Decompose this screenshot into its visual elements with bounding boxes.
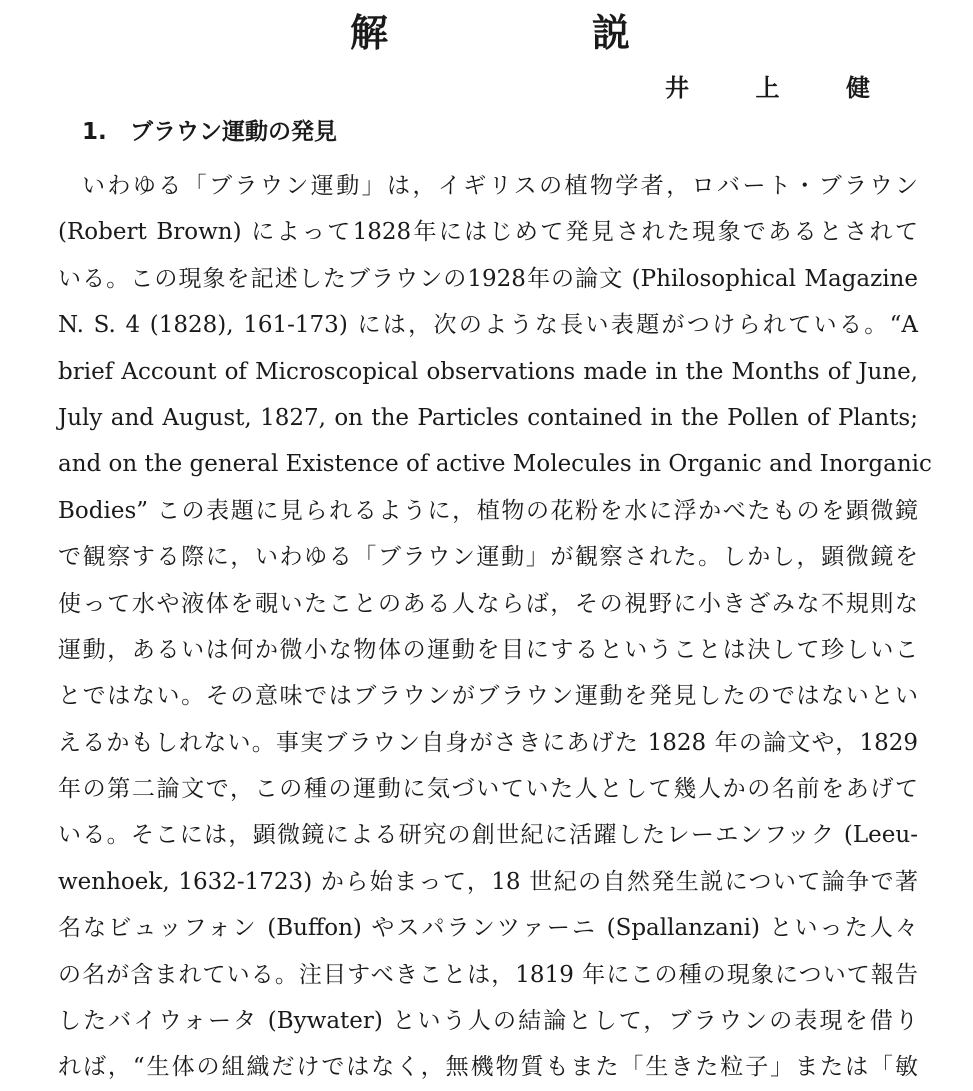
- text-line: いる。この現象を記述したブラウンの1928年の論文 (Philosophical Magazine: [58, 265, 918, 292]
- body-paragraph: [58, 163, 932, 1091]
- text-line: Bodies” この表題に見られるように，植物の花粉を水に浮かべたものを顕微鏡: [58, 497, 918, 524]
- author-char: 健: [846, 73, 870, 102]
- text-line: 名なビュッフォン (Buffon) やスパランツァーニ (Spallanzani) といった人々: [58, 915, 918, 942]
- text-line: えるかもしれない。事実ブラウン自身がさきにあげた 1828 年の論文や，1829: [58, 729, 918, 756]
- text-line: とではない。その意味ではブラウンがブラウン運動を発見したのではないとい: [58, 683, 918, 710]
- text-line: 使って水や液体を覗いたことのある人ならば，その視野に小きざみな不規則な: [58, 590, 918, 617]
- text-line: したバイウォータ (Bywater) という人の結論として，ブラウンの表現を借り: [58, 1008, 918, 1035]
- text-line: brief Account of Microscopical observations made in the Months of June,: [58, 358, 918, 385]
- title-char: 説: [591, 10, 630, 55]
- section-number: 1.: [82, 119, 107, 145]
- text-line: 運動，あるいは何か微小な物体の運動を目にするということは決して珍しいこ: [58, 636, 918, 663]
- text-line: れば，“生体の組織だけではなく，無機物質もまた「生きた粒子」または「敏: [58, 1054, 918, 1081]
- author-name: [665, 70, 870, 106]
- text-line: (Robert Brown) によって1828年にはじめて発見された現象であるとされて: [58, 219, 918, 246]
- section-title: ブラウン運動の発見: [130, 119, 337, 145]
- text-line: 年の第二論文で，この種の運動に気づいていた人として幾人かの名前をあげて: [58, 776, 918, 803]
- author-char: 井: [665, 73, 689, 102]
- text-line: July and August, 1827, on the Particles contained in the Pollen of Plants;: [58, 404, 918, 431]
- text-line: の名が含まれている。注目すべきことは，1819 年にこの種の現象について報告: [58, 961, 918, 988]
- section-heading: [82, 114, 337, 150]
- text-line: and on the general Existence of active Molecules in Organic and Inorganic: [58, 451, 932, 478]
- text-line: wenhoek, 1632-1723) から始まって，18 世紀の自然発生説について論争で著: [58, 868, 918, 895]
- title-char: 解: [350, 10, 389, 55]
- text-line: N. S. 4 (1828), 161-173) には，次のような長い表題がつけられている。“A: [58, 312, 918, 339]
- text-line: いる。そこには，顕微鏡による研究の創世紀に活躍したレーエンフック (Leeu-: [58, 822, 918, 849]
- text-line: いわゆる「ブラウン運動」は，イギリスの植物学者，ロバート・ブラウン: [82, 173, 918, 199]
- author-char: 上: [755, 73, 780, 102]
- text-line: で観察する際に，いわゆる「ブラウン運動」が観察された。しかし，顕微鏡を: [58, 544, 918, 571]
- document-title: [350, 8, 630, 58]
